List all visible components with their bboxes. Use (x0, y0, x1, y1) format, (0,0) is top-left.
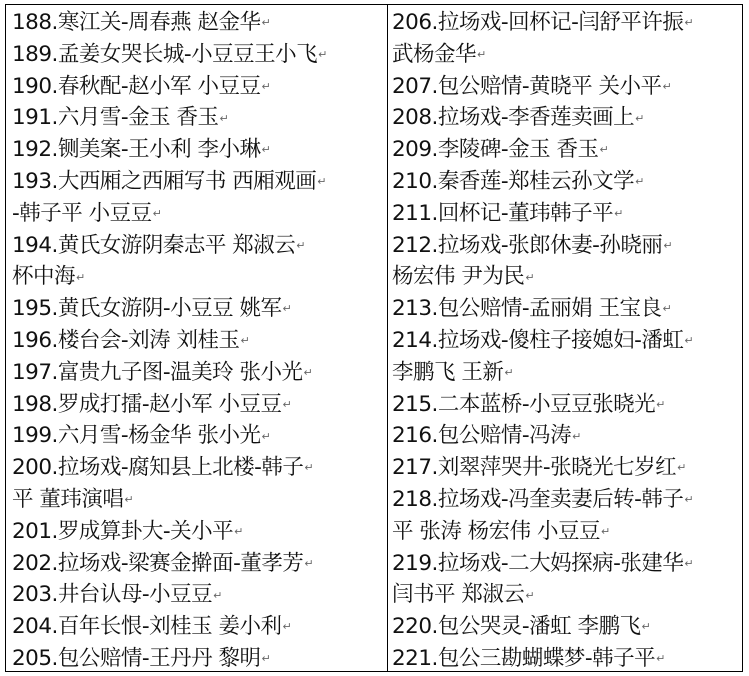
list-item (12, 293, 382, 325)
paragraph-mark-icon: ↵ (152, 206, 162, 220)
paragraph-mark-icon: ↵ (525, 588, 535, 602)
entry-text: 杨宏伟 尹为民 (392, 264, 525, 290)
list-item (12, 166, 382, 198)
paragraph-mark-icon: ↵ (635, 111, 644, 125)
paragraph-mark-icon: ↵ (684, 556, 694, 570)
list-item (392, 166, 740, 198)
entry-text: 武杨金华 (392, 41, 477, 67)
list-item (392, 389, 740, 421)
entry-text: 203.井台认母-小豆豆 (12, 582, 213, 608)
paragraph-mark-icon: ↵ (525, 270, 535, 284)
paragraph-mark-icon: ↵ (662, 79, 672, 93)
paragraph-mark-icon: ↵ (477, 48, 486, 61)
entry-text: 219.拉场戏-二大妈探病-张建华 (392, 550, 684, 576)
list-item (12, 71, 382, 103)
paragraph-mark-icon: ↵ (677, 461, 686, 475)
list-item (392, 548, 740, 580)
list-item (392, 484, 740, 516)
paragraph-mark-icon: ↵ (76, 270, 85, 284)
list-item (392, 134, 740, 166)
list-item (392, 102, 740, 134)
paragraph-mark-icon: ↵ (240, 334, 250, 348)
paragraph-mark-icon: ↵ (261, 429, 271, 443)
list-item (392, 643, 740, 675)
entry-text: 195.黄氏女游阴-小豆豆 姚军 (12, 296, 282, 322)
paragraph-mark-icon: ↵ (684, 16, 694, 30)
paragraph-mark-icon: ↵ (304, 556, 314, 570)
paragraph-mark-icon: ↵ (304, 461, 314, 475)
list-item (12, 261, 382, 293)
list-item (12, 134, 382, 166)
entry-text: 196.楼台会-刘涛 刘桂玉 (12, 327, 240, 353)
paragraph-mark-icon: ↵ (213, 588, 222, 602)
list-item (392, 230, 740, 262)
list-item (12, 325, 382, 357)
paragraph-mark-icon: ↵ (572, 429, 581, 443)
paragraph-mark-icon: ↵ (282, 620, 292, 634)
list-item (392, 611, 740, 643)
entry-text: 188.寒江关-周春燕 赵金华 (12, 10, 261, 35)
entry-text: 193.大西厢之西厢写书 西厢观画 (12, 168, 317, 194)
paragraph-mark-icon: ↵ (641, 620, 651, 634)
paragraph-mark-icon: ↵ (282, 302, 292, 316)
entry-text: 207.包公赔情-黄晓平 关小平 (392, 73, 662, 99)
paragraph-mark-icon: ↵ (614, 206, 623, 220)
entry-text: 213.包公赔情-孟丽娟 王宝良 (392, 296, 662, 322)
list-item (12, 230, 382, 262)
paragraph-mark-icon: ↵ (662, 302, 672, 316)
list-item (12, 198, 382, 230)
entry-text: 208.拉场戏-李香莲卖画上 (392, 105, 635, 131)
list-item (392, 261, 740, 293)
list-item (12, 389, 382, 421)
entry-text: 202.拉场戏-梁赛金擀面-董孝芳 (12, 550, 304, 576)
list-item (12, 357, 382, 389)
list-item (392, 293, 740, 325)
paragraph-mark-icon: ↵ (635, 175, 644, 189)
entry-text: 194.黄氏女游阴秦志平 郑淑云 (12, 232, 296, 258)
entry-text: 闫书平 郑淑云 (392, 582, 525, 608)
list-item (12, 611, 382, 643)
entry-text: 杯中海 (12, 264, 76, 290)
entry-text: 215.二本蓝桥-小豆豆张晓光 (392, 391, 656, 417)
paragraph-mark-icon: ↵ (317, 175, 326, 189)
paragraph-mark-icon: ↵ (124, 493, 134, 507)
entry-text: 209.李陵碑-金玉 香玉 (392, 137, 599, 163)
entry-text: 190.春秋配-赵小军 小豆豆 (12, 73, 261, 99)
list-item (392, 579, 740, 611)
list-item (392, 7, 740, 39)
entry-text: 218.拉场戏-冯奎卖妻后转-韩子 (392, 486, 684, 512)
list-item (12, 548, 382, 580)
list-item (12, 579, 382, 611)
paragraph-mark-icon: ↵ (684, 334, 694, 348)
entry-text: 200.拉场戏-腐知县上北楼-韩子 (12, 455, 304, 481)
entry-text: 191.六月雪-金玉 香玉 (12, 105, 219, 131)
list-item (12, 7, 382, 39)
paragraph-mark-icon: ↵ (318, 48, 327, 61)
entry-text: 206.拉场戏-回杯记-闫舒平许振 (392, 10, 684, 35)
list-item (12, 420, 382, 452)
entry-text: 214.拉场戏-傻柱子接媳妇-潘虹 (392, 327, 684, 353)
paragraph-mark-icon: ↵ (504, 365, 514, 379)
list-item (12, 516, 382, 548)
entry-text: 192.铡美案-王小利 李小琳 (12, 137, 261, 163)
paragraph-mark-icon: ↵ (656, 397, 665, 411)
entry-text: 210.秦香莲-郑桂云孙文学 (392, 168, 635, 194)
list-item (392, 357, 740, 389)
paragraph-mark-icon: ↵ (282, 397, 292, 411)
entry-text: 212.拉场戏-张郎休妻-孙晓丽 (392, 232, 663, 258)
document-table (5, 4, 743, 672)
list-item (392, 516, 740, 548)
list-item (392, 452, 740, 484)
paragraph-mark-icon: ↵ (684, 493, 694, 507)
list-item (12, 643, 382, 675)
list-item (12, 39, 382, 71)
entry-text: 平 董玮演唱 (12, 486, 124, 512)
entry-text: -韩子平 小豆豆 (12, 200, 152, 226)
entry-text: 211.回杯记-董玮韩子平 (392, 200, 614, 226)
paragraph-mark-icon: ↵ (234, 524, 243, 538)
list-item (392, 39, 740, 71)
paragraph-mark-icon: ↵ (656, 652, 665, 666)
paragraph-mark-icon: ↵ (599, 143, 609, 157)
paragraph-mark-icon: ↵ (219, 111, 229, 125)
paragraph-mark-icon: ↵ (303, 365, 313, 379)
list-item (12, 484, 382, 516)
list-item (392, 420, 740, 452)
paragraph-mark-icon: ↵ (663, 238, 673, 252)
entry-text: 217.刘翠萍哭井-张晓光七岁红 (392, 455, 677, 481)
paragraph-mark-icon: ↵ (296, 238, 305, 252)
right-column (392, 7, 740, 675)
paragraph-mark-icon: ↵ (601, 524, 610, 538)
paragraph-mark-icon: ↵ (261, 79, 271, 93)
entry-text: 204.百年长恨-刘桂玉 姜小利 (12, 614, 282, 640)
list-item (392, 71, 740, 103)
paragraph-mark-icon: ↵ (261, 143, 271, 157)
list-item (392, 198, 740, 230)
entry-text: 221.包公三勘蝴蝶梦-韩子平 (392, 645, 656, 671)
entry-text: 199.六月雪-杨金华 张小光 (12, 423, 261, 449)
entry-text: 197.富贵九子图-温美玲 张小光 (12, 359, 303, 385)
list-item (12, 452, 382, 484)
entry-text: 205.包公赔情-王丹丹 黎明 (12, 645, 261, 671)
entry-text: 李鹏飞 王新 (392, 359, 504, 385)
entry-text: 220.包公哭灵-潘虹 李鹏飞 (392, 614, 641, 640)
entry-text: 198.罗成打擂-赵小军 小豆豆 (12, 391, 282, 417)
column-divider (387, 5, 388, 671)
entry-text: 189.孟姜女哭长城-小豆豆王小飞 (12, 41, 318, 67)
entry-text: 216.包公赔情-冯涛 (392, 423, 572, 449)
left-column (12, 7, 382, 675)
list-item (392, 325, 740, 357)
paragraph-mark-icon: ↵ (261, 16, 271, 30)
paragraph-mark-icon: ↵ (261, 652, 271, 666)
list-item (12, 102, 382, 134)
entry-text: 平 张涛 杨宏伟 小豆豆 (392, 518, 601, 544)
entry-text: 201.罗成算卦大-关小平 (12, 518, 234, 544)
